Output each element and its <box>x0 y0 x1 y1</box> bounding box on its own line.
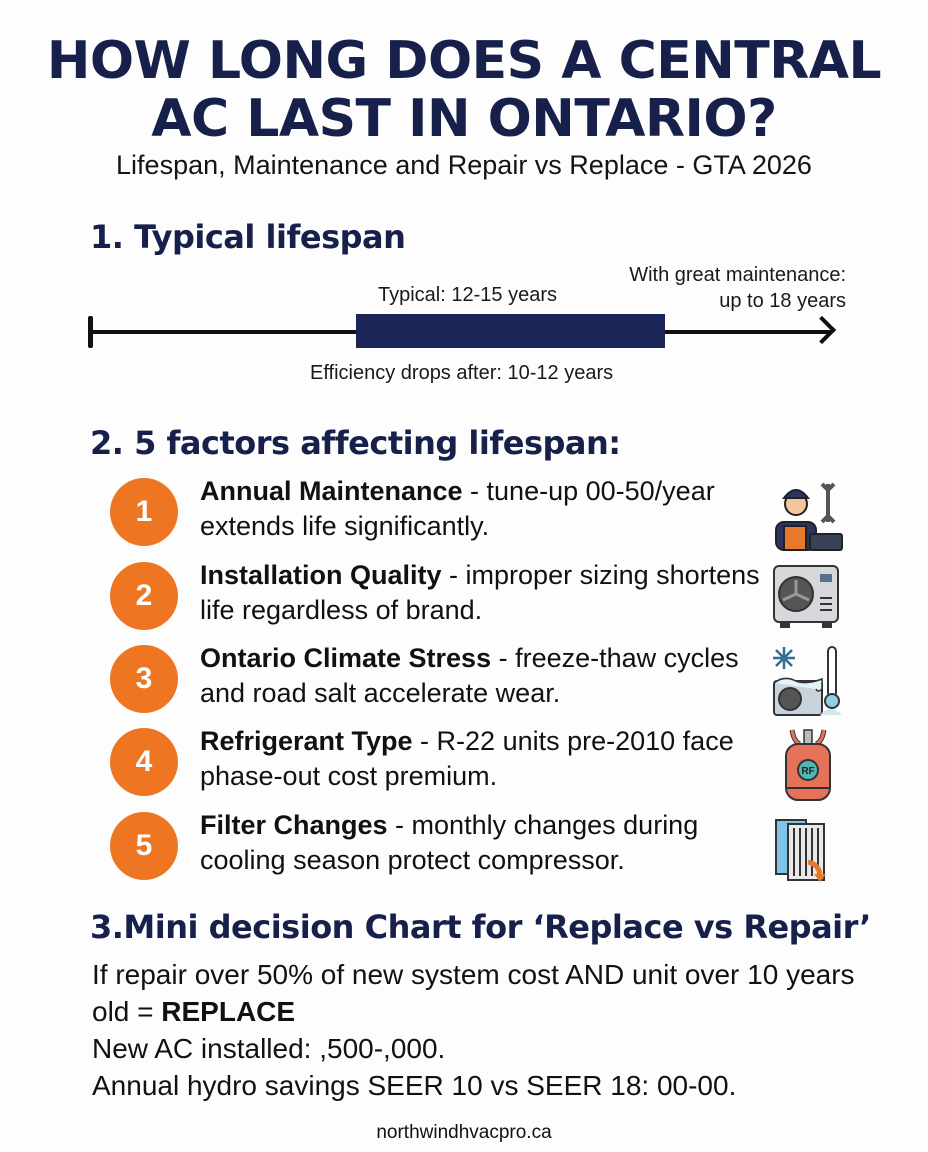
section1-heading: 1. Typical lifespan <box>90 218 406 256</box>
factor-description: - freeze-thaw cycles and road salt accelerate wear. <box>200 643 739 708</box>
subtitle: Lifespan, Maintenance and Repair vs Replace - GTA 2026 <box>116 150 812 180</box>
factor-title: Annual Maintenance <box>200 476 463 506</box>
new-ac-cost: New AC installed: ,500-,000. <box>92 1033 446 1064</box>
factor-description: - monthly changes during cooling season protect compressor. <box>200 810 699 875</box>
section3-heading: 3.Mini decision Chart for ‘Replace vs Repair’ <box>90 908 871 946</box>
svg-text:RF: RF <box>801 766 815 777</box>
factor-title: Installation Quality <box>200 560 442 590</box>
factor-number-badge: 2 <box>110 562 178 630</box>
frozen-ac-icon <box>770 643 846 719</box>
hydro-savings: Annual hydro savings SEER 10 vs SEER 18: 00-00. <box>92 1070 737 1101</box>
factor-item <box>110 474 890 552</box>
replace-rule: If repair over 50% of new system cost AND unit over 10 years old = REPLACE <box>92 959 855 1027</box>
typical-range-bar <box>356 314 665 348</box>
factor-title: Filter Changes <box>200 810 388 840</box>
refrigerant-tank-icon <box>770 726 846 802</box>
decision-rules <box>92 956 872 1104</box>
factor-item <box>110 808 890 886</box>
factor-description: - tune-up 00-50/year extends life significantly. <box>200 476 715 541</box>
factor-number-badge: 3 <box>110 645 178 713</box>
timeline-arrow-icon <box>808 316 836 344</box>
factor-item <box>110 724 890 802</box>
factor-item <box>110 641 890 719</box>
factor-description: - R-22 units pre-2010 face phase-out cost premium. <box>200 726 734 791</box>
factor-number-badge: 5 <box>110 812 178 880</box>
factor-title: Ontario Climate Stress <box>200 643 492 673</box>
technician-icon <box>770 476 846 552</box>
footer-website: northwindhvacpro.ca <box>376 1122 552 1143</box>
title-line-2: AC LAST IN ONTARIO? <box>151 89 777 149</box>
factor-title: Refrigerant Type <box>200 726 413 756</box>
air-filter-icon <box>770 810 846 886</box>
great-maintenance-label: With great maintenance: up to 18 years <box>629 264 846 312</box>
page-title <box>0 32 928 148</box>
factor-number-badge: 1 <box>110 478 178 546</box>
section2-heading: 2. 5 factors affecting lifespan: <box>90 424 621 462</box>
factor-number-badge: 4 <box>110 728 178 796</box>
typical-label: Typical: 12-15 years <box>378 284 557 306</box>
replace-result: REPLACE <box>161 996 296 1027</box>
title-line-1: HOW LONG DOES A CENTRAL <box>46 31 882 91</box>
efficiency-label: Efficiency drops after: 10-12 years <box>310 362 614 384</box>
ac-unit-icon <box>770 560 846 636</box>
factor-item <box>110 558 890 636</box>
factor-description: - improper sizing shortens life regardless of brand. <box>200 560 760 625</box>
timeline-start-tick <box>88 316 93 348</box>
